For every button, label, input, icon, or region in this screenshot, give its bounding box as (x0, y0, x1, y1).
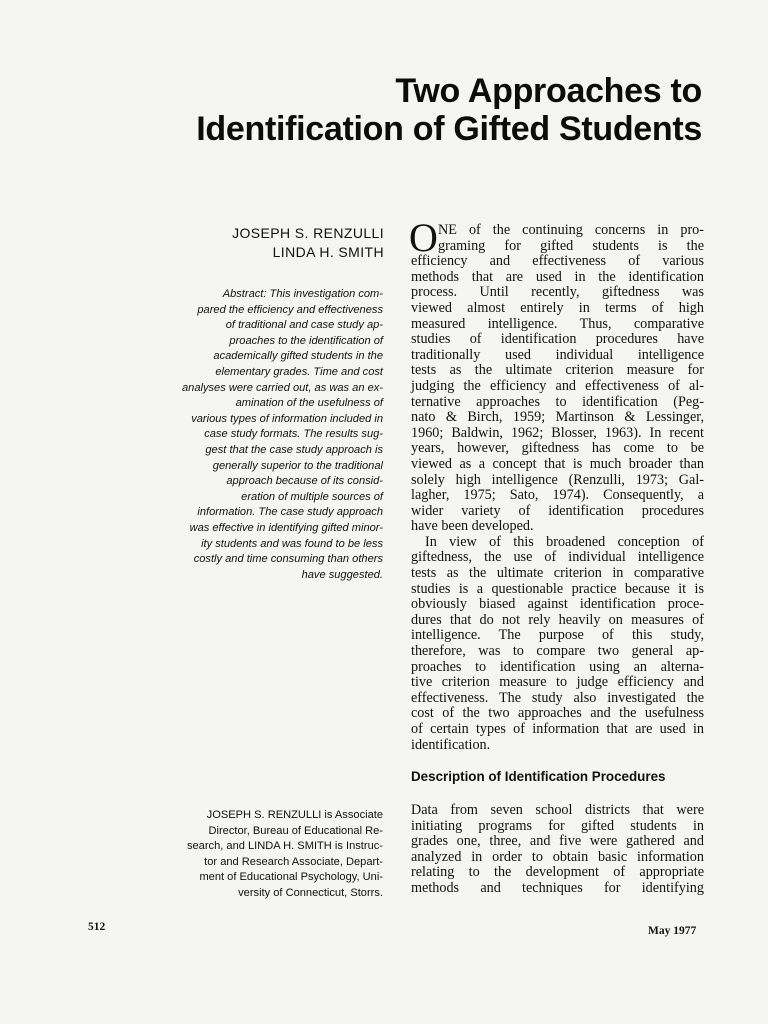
body-text-column-upper (411, 223, 704, 753)
text-line: years, however, giftedness has come to be (411, 440, 704, 457)
text-line: Abstract: This investigation com- (222, 288, 383, 300)
text-line: have been developed. (411, 518, 534, 535)
text-line: methods and techniques for identifying (411, 879, 704, 896)
text-line: intelligence. The purpose of this study, (411, 627, 704, 644)
text-line: tor and Research Associate, Depart- (204, 855, 383, 868)
text-line: analyzed in order to obtain basic information (411, 848, 704, 865)
text-line: of traditional and case study ap- (225, 319, 383, 332)
text-line: studies of identification procedures have (411, 331, 704, 348)
text-line: viewed almost entirely in terms of high (411, 299, 704, 316)
text-line: case study formats. The results sug- (204, 428, 383, 441)
text-line: was effective in identifying gifted minor- (189, 521, 383, 534)
text-line: eration of multiple sources of (241, 490, 383, 503)
text-line: approach because of its consid- (226, 475, 383, 488)
article-title (196, 72, 702, 148)
text-line: Data from seven school districts that were (411, 802, 704, 818)
body-text-column-lower (411, 803, 704, 897)
text-line: analyses were carried out, as was an ex- (181, 381, 383, 394)
text-line: ity students and was found to be less (201, 537, 383, 550)
text-line: relating to the development of appropriate (411, 864, 704, 881)
text-line: of certain types of information that are used in (411, 721, 704, 737)
text-line: lagher, 1975; Sato, 1974). Consequently, a (411, 487, 704, 504)
text-line: elementary grades. Time and cost (215, 365, 383, 378)
text-line: solely high intelligence (Renzulli, 1973; Gal- (411, 471, 704, 488)
author-name: JOSEPH S. RENZULLI (232, 225, 384, 241)
section-heading: Description of Identification Procedures (411, 769, 666, 784)
text-line: effectiveness. The study also investigated the (411, 689, 704, 706)
text-line: have suggested. (301, 568, 383, 581)
drop-cap: O (409, 215, 438, 260)
text-line: pared the efficiency and effectiveness (197, 303, 383, 316)
text-line: ternative approaches to identification (Peg- (411, 393, 704, 410)
text-line: grades one, three, and five were gathered and (411, 833, 704, 850)
text-line: JOSEPH S. RENZULLI is Associate (206, 809, 383, 821)
text-line: giftedness, the use of individual intelligence (411, 549, 704, 566)
text-line: obviously biased against identification proce- (411, 596, 704, 613)
text-line: process. Until recently, giftedness was (411, 284, 704, 301)
text-line: nato & Birch, 1959; Martinson & Lessinger, (411, 409, 704, 426)
issue-date: May 1977 (648, 925, 697, 937)
text-line: cost of the two approaches and the usefulness (411, 705, 704, 722)
text-line: ment of Educational Psychology, Uni- (199, 871, 383, 883)
author-list (232, 224, 384, 262)
text-line: measured intelligence. Thus, comparative (411, 315, 704, 332)
text-line: costly and time consuming than others (193, 553, 383, 566)
author-name: LINDA H. SMITH (272, 244, 384, 260)
text-line: dures that do not rely heavily on measures of (411, 611, 704, 628)
title-line-1: Two Approaches to (395, 72, 702, 110)
author-affiliation-note (133, 808, 383, 901)
text-line: studies is a questionable practice because it is (411, 580, 704, 597)
text-line: graming for gifted students is the (438, 237, 704, 254)
text-line: wider variety of identification procedures (411, 502, 704, 519)
text-line: amination of the usefulness of (235, 397, 383, 410)
text-line: tests as the ultimate criterion measure for (411, 362, 704, 379)
text-line: efficiency and effectiveness of various (411, 253, 704, 270)
text-line: versity of Connecticut, Storrs. (238, 886, 383, 899)
text-line: methods that are used in the identification (411, 268, 704, 285)
text-line: academically gifted students in the (213, 350, 383, 363)
text-line: search, and LINDA H. SMITH is Instruc- (186, 840, 383, 852)
abstract (143, 287, 383, 583)
text-line: various types of information included in (191, 412, 383, 425)
text-line: tive criterion measure to judge efficiency and (411, 674, 704, 691)
text-line: In view of this broadened conception of (425, 533, 704, 550)
text-line: initiating programs for gifted students in (411, 817, 704, 834)
text-line: NE of the continuing concerns in pro- (438, 222, 704, 238)
text-line: proaches to the identification of (229, 334, 383, 347)
text-line: information. The case study approach (197, 506, 383, 519)
text-line: traditionally used individual intelligence (411, 346, 704, 363)
text-line: generally superior to the traditional (212, 459, 383, 472)
text-line: Director, Bureau of Educational Re- (208, 824, 383, 837)
text-line: gest that the case study approach is (205, 443, 383, 456)
text-line: 1960; Baldwin, 1962; Blosser, 1963). In recent (411, 424, 704, 441)
text-line: judging the efficiency and effectiveness of al- (411, 377, 704, 394)
text-line: proaches to identification using an alterna- (411, 658, 704, 675)
page-number: 512 (88, 921, 106, 933)
text-line: identification. (411, 736, 491, 753)
title-line-2: Identification of Gifted Students (196, 110, 702, 148)
text-line: viewed as a concept that is much broader than (411, 455, 704, 472)
text-line: therefore, was to compare two general ap- (411, 643, 704, 660)
text-line: tests as the ultimate criterion in comparative (411, 565, 704, 582)
